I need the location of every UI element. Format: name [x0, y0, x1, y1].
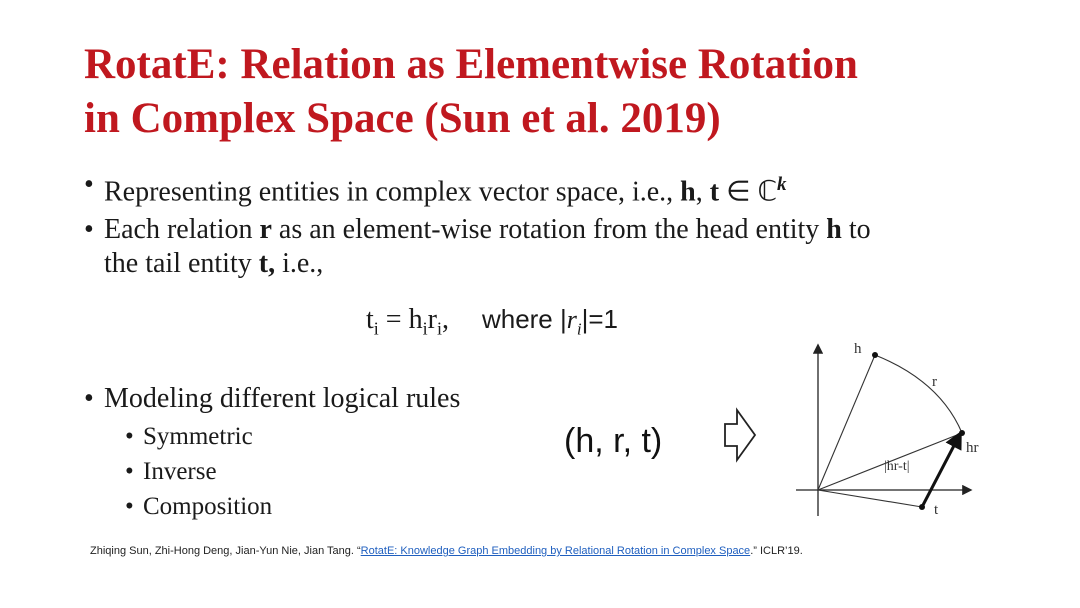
label-difference: |hr-t|	[884, 459, 910, 474]
citation-footnote	[90, 544, 803, 558]
bullet-logical-rules	[84, 382, 461, 416]
title-line-2: in Complex Space (Sun et al. 2019)	[84, 95, 721, 142]
bullet-text: as an element-wise rotation from the head entity	[271, 214, 827, 245]
vector-h	[818, 355, 875, 490]
symbol-r: r	[259, 214, 272, 245]
right-arrow-outline-icon	[722, 406, 758, 464]
rule-label: Inverse	[143, 458, 217, 485]
bullet-text: the tail entity	[104, 248, 259, 279]
title-line-1: RotatE: Relation as Elementwise Rotation	[84, 41, 858, 88]
formula-eq: = h	[378, 304, 423, 335]
bullet-dot: •	[125, 493, 134, 520]
symbol-h: h	[680, 176, 696, 208]
label-r: r	[932, 374, 937, 390]
bullet-text: i.e.,	[275, 248, 324, 279]
formula-sub: i	[373, 318, 379, 339]
rule-label: Composition	[143, 493, 273, 520]
symbol-t: t,	[258, 248, 276, 279]
superscript-k: k	[777, 174, 787, 195]
citation-authors: Zhiqing Sun, Zhi-Hong Deng, Jian-Yun Nie, Jian Tang. “	[90, 545, 361, 557]
rule-label: Symmetric	[143, 423, 253, 450]
bullet-text: Modeling different logical rules	[104, 383, 461, 414]
rotation-diagram	[780, 336, 1000, 526]
label-hr: hr	[966, 440, 979, 456]
rule-symmetric	[125, 422, 253, 452]
rotation-formula	[366, 302, 618, 347]
formula-sub: i	[436, 318, 442, 339]
vector-t	[818, 490, 922, 507]
bullet-dot: •	[125, 458, 134, 485]
formula-ri: r	[566, 305, 577, 334]
point-h	[872, 352, 878, 358]
bullet-text: to	[841, 214, 871, 245]
formula-r: r	[427, 304, 437, 335]
rotation-arc	[875, 355, 962, 433]
separator: ,	[695, 176, 710, 208]
slide-title	[84, 38, 1044, 146]
formula-t: t	[366, 304, 374, 335]
formula-sub: i	[576, 319, 582, 339]
bullet-text: Each relation	[104, 214, 260, 245]
citation-venue: .” ICLR’19.	[750, 545, 803, 557]
bullet-dot: •	[84, 214, 94, 245]
bullet-rotation	[84, 213, 1004, 281]
symbol-h: h	[826, 214, 842, 245]
formula-tail: |=1	[581, 304, 619, 334]
point-hr	[959, 430, 965, 436]
bullet-text: Representing entities in complex vector space, i.e.,	[104, 176, 681, 208]
rule-inverse	[125, 457, 217, 487]
label-h: h	[854, 341, 862, 357]
label-t: t	[934, 502, 939, 518]
bullet-dot: •	[84, 169, 94, 200]
triple-text: (h, r, t)	[564, 422, 663, 460]
point-t	[919, 504, 925, 510]
formula-where: where |	[481, 304, 567, 334]
formula-sub: i	[422, 318, 428, 339]
complex-set: ∈ ℂ	[719, 176, 778, 208]
formula-comma: ,	[441, 304, 449, 335]
paper-link[interactable]: RotatE: Knowledge Graph Embedding by Relational Rotation in Complex Space	[360, 545, 751, 557]
bullet-dot: •	[84, 383, 94, 414]
bullet-complex-space	[84, 168, 787, 209]
symbol-t: t	[709, 176, 720, 208]
rule-composition	[125, 492, 273, 522]
bullet-dot: •	[125, 423, 134, 450]
